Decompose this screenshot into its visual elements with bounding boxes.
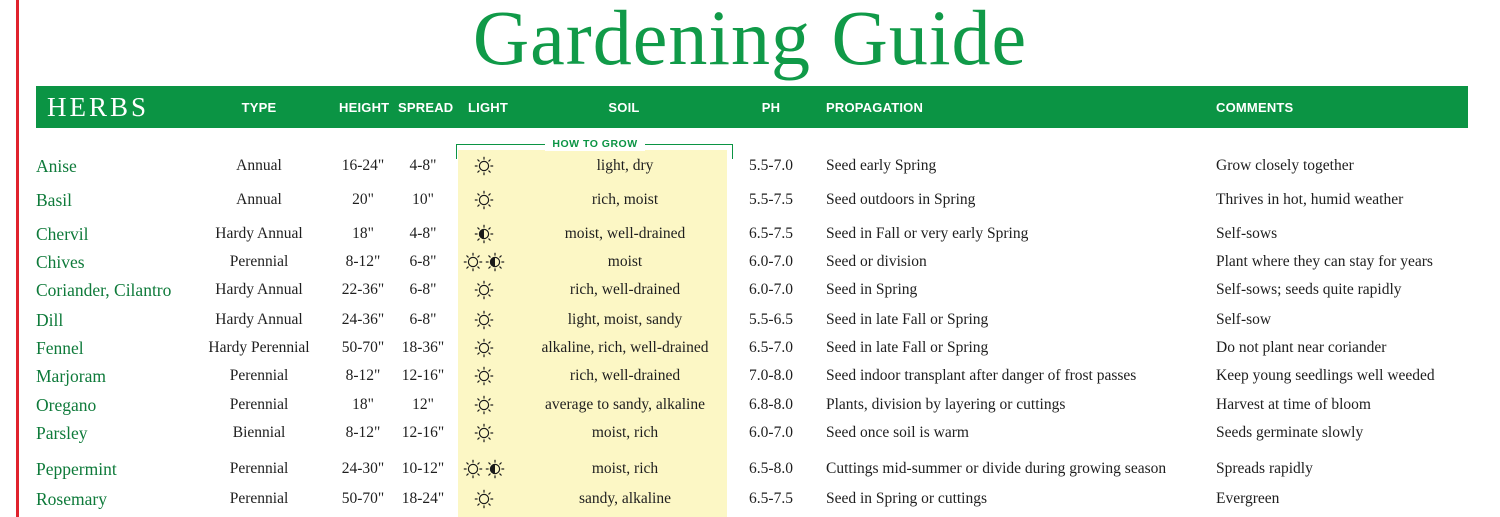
cell-height: 18" <box>352 396 374 413</box>
cell-ph: 5.5-7.5 <box>749 191 793 208</box>
cell-type: Perennial <box>229 396 289 413</box>
cell-light <box>458 248 510 276</box>
cell-comments: Keep young seedlings well weeded <box>1216 367 1435 384</box>
cell-type: Perennial <box>229 253 289 270</box>
full-sun-icon <box>463 252 483 272</box>
cell-soil: moist, well-drained <box>564 225 686 242</box>
header-propagation: PROPAGATION <box>826 100 924 115</box>
cell-name: Marjoram <box>36 366 106 386</box>
cell-propagation: Seed indoor transplant after danger of frost passes <box>826 367 1137 384</box>
table-row <box>0 152 1500 180</box>
cell-comments: Do not plant near coriander <box>1216 339 1387 356</box>
cell-name: Peppermint <box>36 459 117 479</box>
full-sun-icon <box>474 338 494 358</box>
cell-propagation: Seed in late Fall or Spring <box>826 311 989 328</box>
cell-light <box>458 186 510 214</box>
full-sun-icon <box>474 395 494 415</box>
full-sun-icon <box>474 280 494 300</box>
cell-type: Perennial <box>229 367 289 384</box>
cell-soil: light, dry <box>596 157 654 174</box>
cell-name: Rosemary <box>36 489 107 509</box>
cell-name: Dill <box>36 310 64 330</box>
table-row <box>0 334 1500 362</box>
cell-soil: rich, well-drained <box>569 367 681 384</box>
cell-light <box>458 362 510 390</box>
cell-comments: Thrives in hot, humid weather <box>1216 191 1404 208</box>
table-row <box>0 455 1500 483</box>
table-row <box>0 485 1500 513</box>
cell-name: Coriander, Cilantro <box>36 280 172 300</box>
cell-type: Perennial <box>229 490 289 507</box>
cell-propagation: Cuttings mid-summer or divide during growing season <box>826 460 1167 477</box>
cell-soil: average to sandy, alkaline <box>545 396 705 413</box>
cell-propagation: Plants, division by layering or cuttings <box>826 396 1066 413</box>
cell-ph: 5.5-6.5 <box>749 311 793 328</box>
cell-type: Hardy Annual <box>215 225 303 242</box>
cell-type: Perennial <box>229 460 289 477</box>
cell-height: 24-36" <box>341 311 385 328</box>
cell-spread: 12" <box>412 396 434 413</box>
cell-spread: 6-8" <box>409 253 437 270</box>
full-sun-icon <box>474 423 494 443</box>
cell-name: Parsley <box>36 423 88 443</box>
cell-spread: 10-12" <box>401 460 445 477</box>
cell-propagation: Seed or division <box>826 253 927 270</box>
cell-comments: Self-sows; seeds quite rapidly <box>1216 281 1402 298</box>
cell-propagation: Seed in Spring or cuttings <box>826 490 988 507</box>
cell-type: Hardy Annual <box>215 281 303 298</box>
full-sun-icon <box>474 310 494 330</box>
cell-propagation: Seed in Spring <box>826 281 918 298</box>
cell-light <box>458 276 510 304</box>
cell-type: Annual <box>236 191 282 208</box>
header-comments: COMMENTS <box>1216 100 1294 115</box>
cell-height: 22-36" <box>341 281 385 298</box>
table-header <box>36 86 1468 128</box>
header-light: LIGHT <box>468 100 508 115</box>
partial-shade-icon <box>485 459 505 479</box>
cell-light <box>458 306 510 334</box>
table-row <box>0 391 1500 419</box>
table-row <box>0 362 1500 390</box>
partial-shade-icon <box>485 252 505 272</box>
cell-comments: Self-sows <box>1216 225 1278 242</box>
cell-light <box>458 391 510 419</box>
cell-comments: Plant where they can stay for years <box>1216 253 1433 270</box>
cell-light <box>458 455 510 483</box>
cell-height: 50-70" <box>341 339 385 356</box>
cell-type: Annual <box>236 157 282 174</box>
cell-type: Hardy Perennial <box>208 339 310 356</box>
cell-ph: 6.0-7.0 <box>749 281 793 298</box>
cell-spread: 6-8" <box>409 281 437 298</box>
header-spread: SPREAD <box>398 100 454 115</box>
table-row <box>0 419 1500 447</box>
cell-spread: 18-24" <box>401 490 445 507</box>
full-sun-icon <box>474 156 494 176</box>
table-row <box>0 220 1500 248</box>
cell-type: Hardy Annual <box>215 311 303 328</box>
cell-height: 16-24" <box>341 157 385 174</box>
cell-ph: 6.5-8.0 <box>749 460 793 477</box>
table-row <box>0 248 1500 276</box>
cell-light <box>458 334 510 362</box>
cell-light <box>458 220 510 248</box>
cell-name: Chives <box>36 252 85 272</box>
cell-comments: Grow closely together <box>1216 157 1354 174</box>
cell-name: Basil <box>36 190 72 210</box>
cell-spread: 10" <box>412 191 434 208</box>
header-ph: PH <box>761 100 781 115</box>
cell-light <box>458 152 510 180</box>
cell-ph: 6.0-7.0 <box>749 424 793 441</box>
cell-name: Oregano <box>36 395 97 415</box>
cell-soil: alkaline, rich, well-drained <box>541 339 709 356</box>
table-row <box>0 276 1500 304</box>
cell-height: 50-70" <box>341 490 385 507</box>
cell-name: Anise <box>36 156 77 176</box>
cell-comments: Harvest at time of bloom <box>1216 396 1371 413</box>
cell-soil: sandy, alkaline <box>579 490 671 507</box>
cell-propagation: Seed once soil is warm <box>826 424 969 441</box>
page-title: Gardening Guide <box>472 0 1028 81</box>
cell-light <box>458 419 510 447</box>
cell-comments: Evergreen <box>1216 490 1280 507</box>
cell-name: Chervil <box>36 224 89 244</box>
cell-propagation: Seed early Spring <box>826 157 937 174</box>
cell-propagation: Seed outdoors in Spring <box>826 191 976 208</box>
full-sun-icon <box>474 489 494 509</box>
cell-comments: Self-sow <box>1216 311 1272 328</box>
cell-light <box>458 485 510 513</box>
cell-name: Fennel <box>36 338 84 358</box>
cell-spread: 4-8" <box>409 225 437 242</box>
full-sun-icon <box>474 366 494 386</box>
cell-ph: 6.0-7.0 <box>749 253 793 270</box>
cell-soil: moist, rich <box>591 460 659 477</box>
cell-propagation: Seed in late Fall or Spring <box>826 339 989 356</box>
cell-height: 20" <box>352 191 374 208</box>
how-to-grow-label: HOW TO GROW <box>545 137 645 151</box>
cell-height: 24-30" <box>341 460 385 477</box>
cell-spread: 12-16" <box>401 424 445 441</box>
cell-ph: 5.5-7.0 <box>749 157 793 174</box>
cell-spread: 6-8" <box>409 311 437 328</box>
full-sun-icon <box>463 459 483 479</box>
cell-comments: Seeds germinate slowly <box>1216 424 1364 441</box>
cell-height: 8-12" <box>345 367 381 384</box>
header-height: HEIGHT <box>339 100 390 115</box>
cell-ph: 7.0-8.0 <box>749 367 793 384</box>
cell-soil: moist, rich <box>591 424 659 441</box>
table-row <box>0 306 1500 334</box>
cell-ph: 6.5-7.5 <box>749 490 793 507</box>
cell-soil: rich, moist <box>591 191 659 208</box>
cell-propagation: Seed in Fall or very early Spring <box>826 225 1029 242</box>
table-row <box>0 186 1500 214</box>
cell-height: 8-12" <box>345 424 381 441</box>
cell-soil: rich, well-drained <box>569 281 681 298</box>
cell-soil: light, moist, sandy <box>567 311 683 328</box>
cell-spread: 4-8" <box>409 157 437 174</box>
cell-ph: 6.8-8.0 <box>749 396 793 413</box>
cell-height: 8-12" <box>345 253 381 270</box>
cell-soil: moist <box>607 253 643 270</box>
cell-spread: 12-16" <box>401 367 445 384</box>
header-type: TYPE <box>241 100 277 115</box>
header-section-herbs: HERBS <box>47 92 150 122</box>
cell-type: Biennial <box>232 424 286 441</box>
cell-spread: 18-36" <box>401 339 445 356</box>
full-sun-icon <box>474 190 494 210</box>
header-soil: SOIL <box>608 100 640 115</box>
cell-comments: Spreads rapidly <box>1216 460 1313 477</box>
cell-height: 18" <box>352 225 374 242</box>
cell-ph: 6.5-7.5 <box>749 225 793 242</box>
partial-shade-icon <box>474 224 494 244</box>
cell-ph: 6.5-7.0 <box>749 339 793 356</box>
